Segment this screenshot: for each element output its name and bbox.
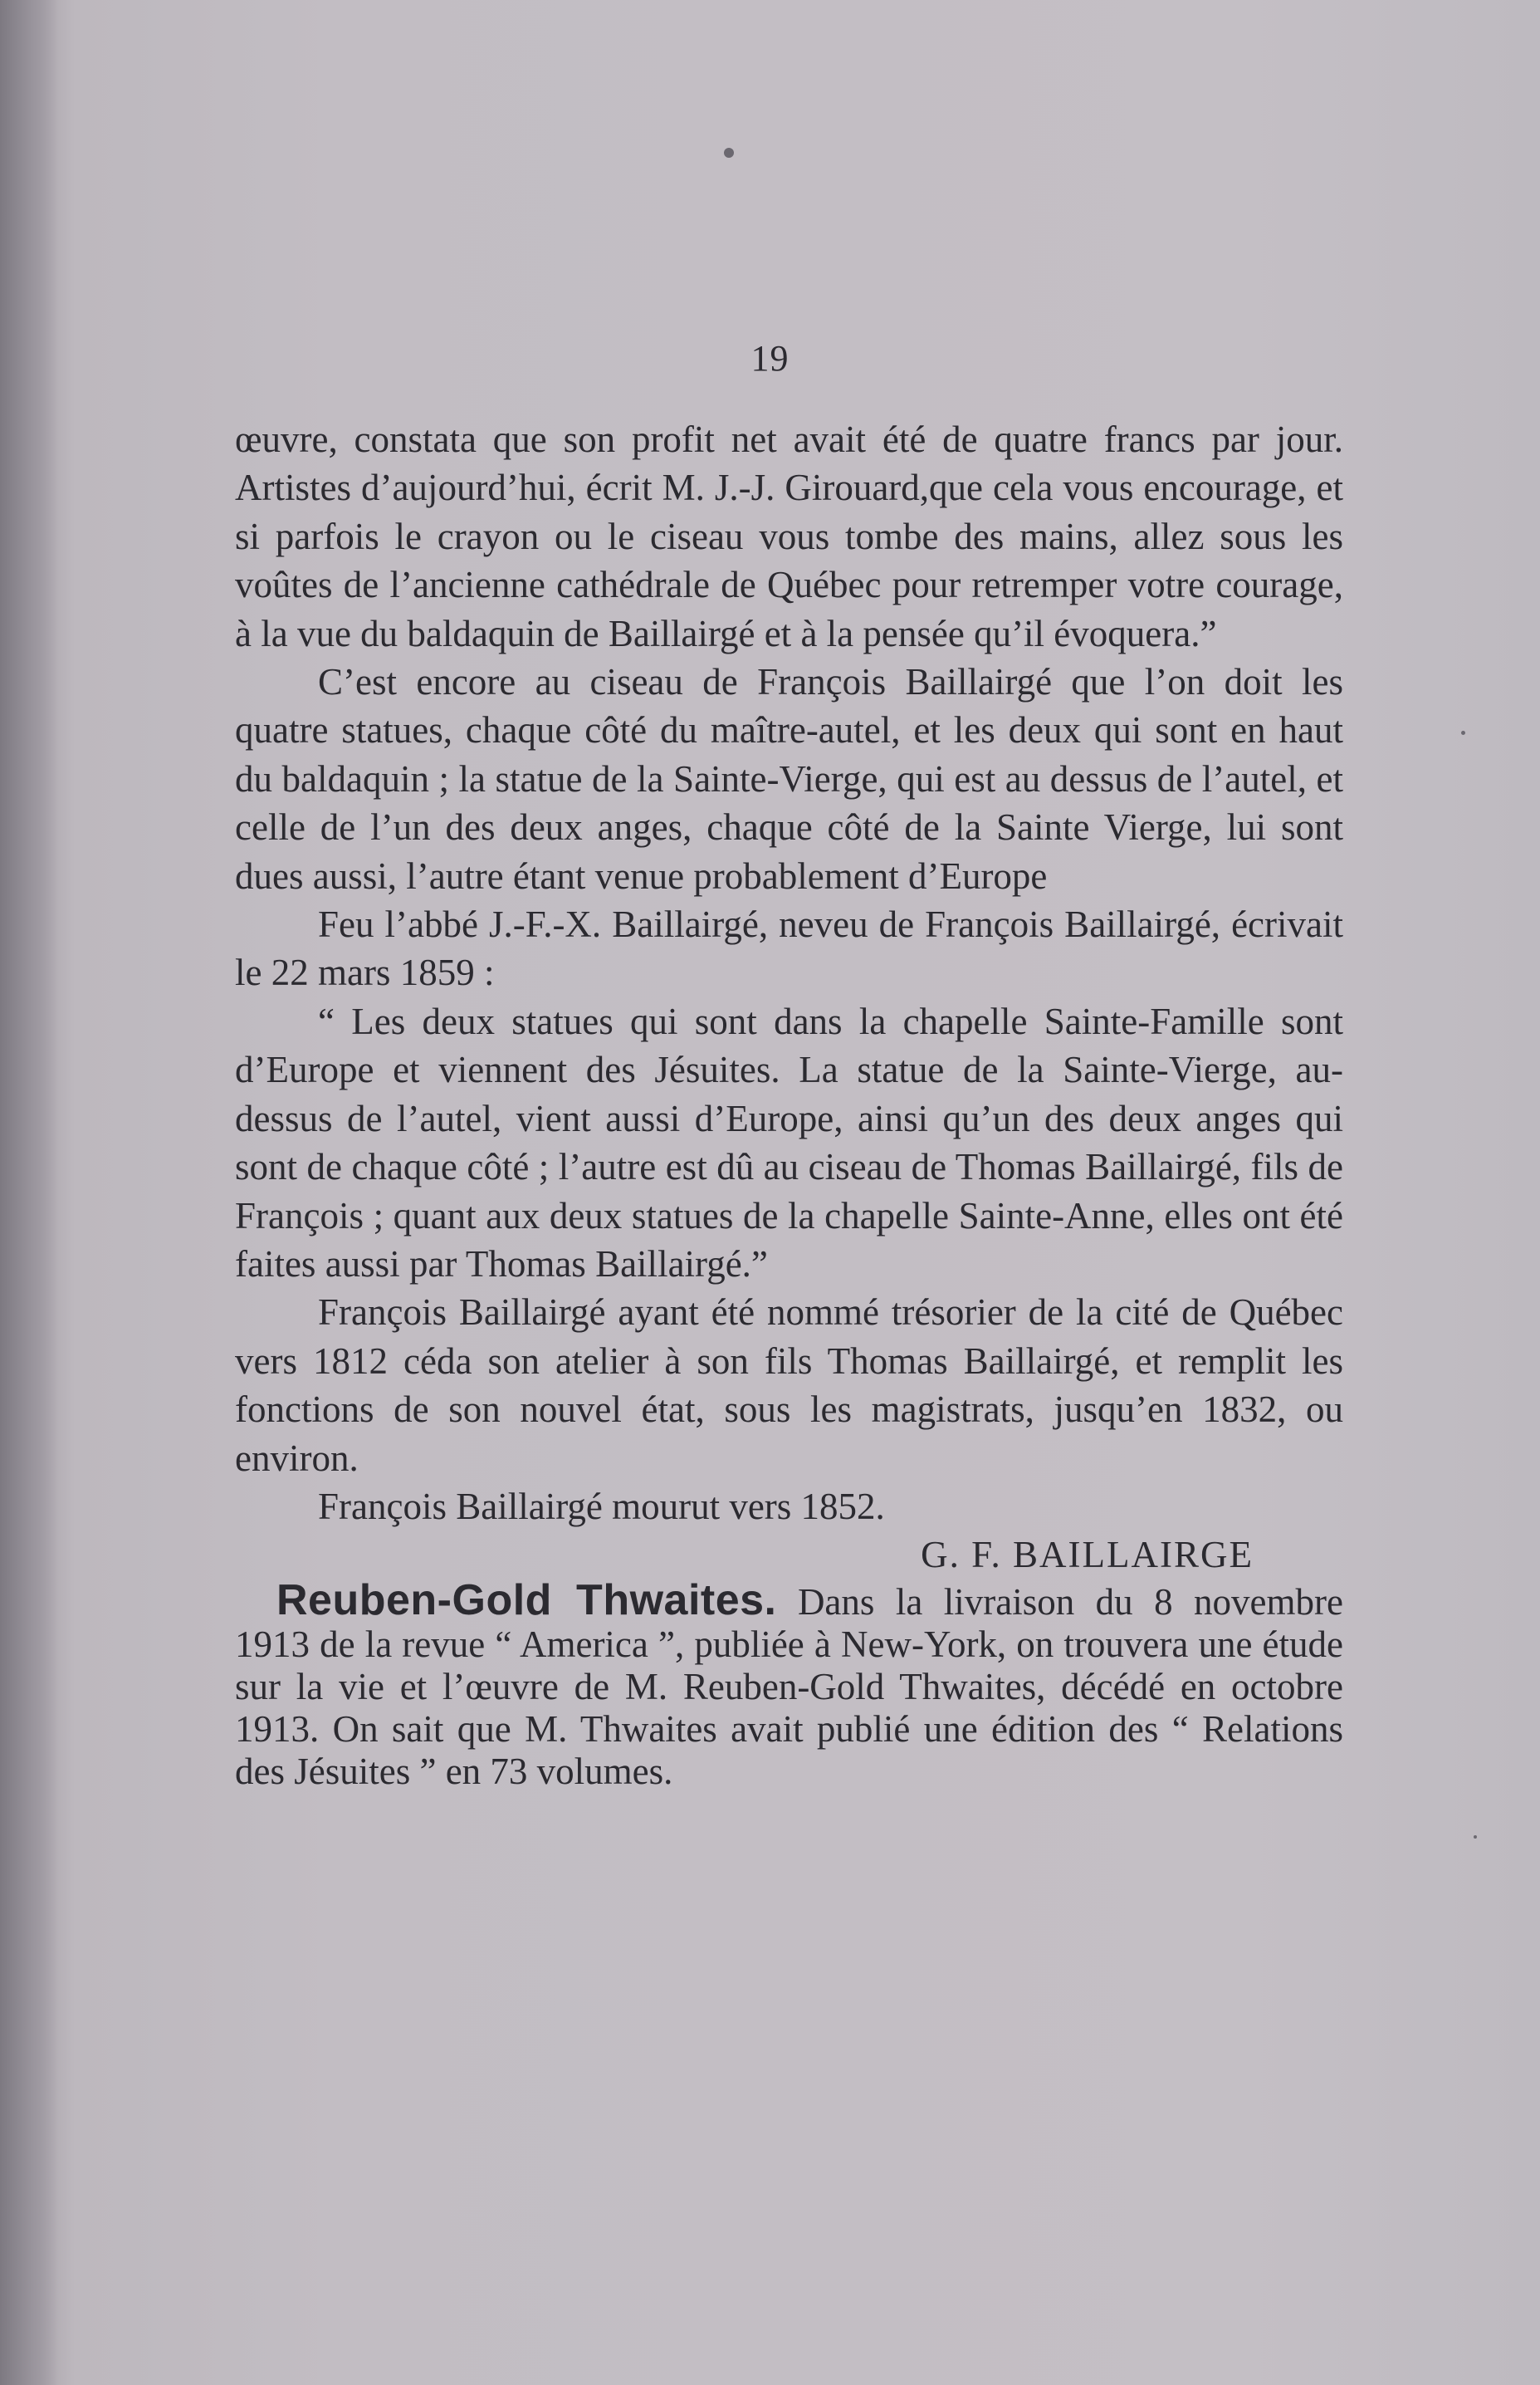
paragraph: œuvre, constata que son profit net avait été de quatre francs par jour. Artistes d’aujourd’hui, écrit M. J.-J. Girouard,que cela vous encourage, et si parfois le crayon ou le ciseau vous tombe des mains, allez sous les voûtes de l’ancienne cathédrale de Québec pour retremper votre courage, à la vue du baldaquin de Baillairgé et à la pensée qu’il évoquera.” <box>235 419 1343 654</box>
obituary-notice <box>235 1575 1343 1793</box>
ink-speck <box>1474 1835 1477 1839</box>
page-number: 19 <box>750 338 790 379</box>
paragraph: Feu l’abbé J.-F.-X. Baillairgé, neveu de François Baillairgé, écrivait le 22 mars 1859 : <box>235 904 1343 994</box>
ink-speck <box>1461 731 1465 735</box>
notice-title: Reuben-Gold Thwaites. <box>276 1575 777 1624</box>
ink-speck <box>724 148 734 158</box>
paragraph: François Baillairgé mourut vers 1852. <box>318 1485 885 1527</box>
paragraph: François Baillairgé ayant été nommé trésorier de la cité de Québec vers 1812 céda son atelier à son fils Thomas Baillairgé, et remplit les fonctions de son nouvel état, sous les magistrats, jusqu’en 1832, ou environ. <box>235 1291 1343 1479</box>
paragraph: C’est encore au ciseau de François Baillairgé que l’on doit les quatre statues, chaque côté du maître-autel, et les deux qui sont en haut du baldaquin ; la statue de la Sainte-Vierge, qui est au dessus de l’autel, et celle de l’un des deux anges, chaque côté de la Sainte Vierge, lui sont dues aussi, l’autre étant venue probablement d’Europe <box>235 661 1343 897</box>
article-body <box>235 415 1343 1793</box>
notice-text: Dans la livraison du 8 novembre 1913 de la revue “ America ”, publiée à New-York, on trouvera une étude sur la vie et l’œuvre de M. Reuben-Gold Thwaites, décédé en octobre 1913. On sait que M. Thwaites avait publié une édition des “ Relations des Jésuites ” en 73 volumes. <box>235 1580 1343 1792</box>
block-quote: “ Les deux statues qui sont dans la chapelle Sainte-Famille sont d’Europe et viennent des Jésuites. La statue de la Sainte-Vierge, au-dessus de l’autel, vient aussi d’Europe, ainsi qu’un des deux anges qui sont de chaque côté ; l’autre est dû au ciseau de Thomas Baillairgé, fils de François ; quant aux deux statues de la chapelle Sainte-Anne, elles ont été faites aussi par Thomas Baillairgé.” <box>235 1000 1343 1285</box>
author-signature: G. F. BAILLAIRGE <box>921 1534 1254 1576</box>
